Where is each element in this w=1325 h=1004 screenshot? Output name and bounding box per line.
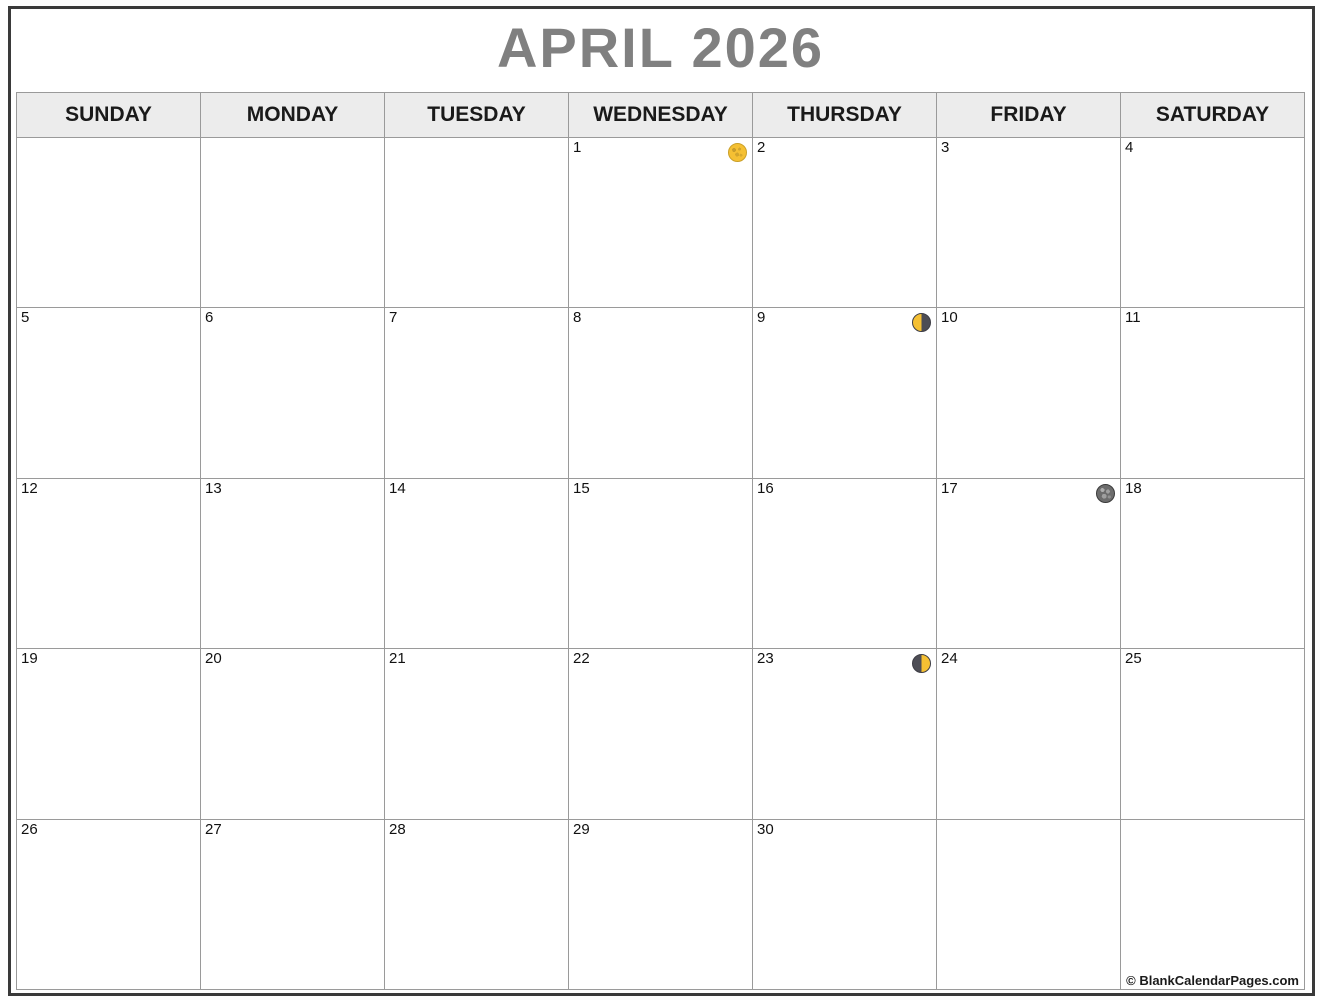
- calendar-day-cell[interactable]: [753, 649, 937, 819]
- calendar-day-cell[interactable]: [385, 308, 569, 478]
- calendar-day-cell[interactable]: [937, 649, 1121, 819]
- calendar-day-cell[interactable]: [569, 308, 753, 478]
- day-number: 20: [205, 650, 222, 668]
- weekday-header-sunday: SUNDAY: [17, 93, 201, 138]
- day-number: 28: [389, 820, 406, 838]
- page-title: APRIL 2026: [496, 16, 825, 79]
- calendar-day-cell[interactable]: [17, 308, 201, 478]
- calendar-day-cell[interactable]: [569, 138, 753, 308]
- calendar-week-row: [17, 138, 1305, 308]
- calendar-day-cell[interactable]: [201, 478, 385, 648]
- calendar-empty-cell: [201, 138, 385, 308]
- calendar-day-cell[interactable]: [17, 819, 201, 989]
- day-number: 14: [389, 479, 406, 497]
- weekday-header-wednesday: WEDNESDAY: [569, 93, 753, 138]
- weekday-header-saturday: SATURDAY: [1121, 93, 1305, 138]
- weekday-header-tuesday: TUESDAY: [385, 93, 569, 138]
- calendar-day-cell[interactable]: [1121, 649, 1305, 819]
- day-number: 23: [757, 650, 774, 668]
- calendar-day-cell[interactable]: [201, 819, 385, 989]
- weekday-header-monday: MONDAY: [201, 93, 385, 138]
- calendar-day-cell[interactable]: [1121, 478, 1305, 648]
- calendar-day-cell[interactable]: [385, 819, 569, 989]
- day-number: 29: [573, 820, 590, 838]
- calendar-day-cell[interactable]: [385, 649, 569, 819]
- calendar-day-cell[interactable]: [385, 478, 569, 648]
- calendar-day-cell[interactable]: [201, 649, 385, 819]
- day-number: 24: [941, 650, 958, 668]
- calendar-day-cell[interactable]: [569, 819, 753, 989]
- full-moon-icon: [1096, 484, 1115, 503]
- day-number: 21: [389, 650, 406, 668]
- calendar-week-row: [17, 308, 1305, 478]
- calendar-day-cell[interactable]: [753, 138, 937, 308]
- day-number: 6: [205, 309, 214, 327]
- calendar-day-cell[interactable]: [753, 308, 937, 478]
- calendar-day-cell[interactable]: [937, 478, 1121, 648]
- calendar-day-cell[interactable]: [753, 819, 937, 989]
- calendar-day-cell[interactable]: [937, 138, 1121, 308]
- calendar-empty-cell: [937, 819, 1121, 989]
- weekday-header-row: [17, 93, 1305, 138]
- day-number: 17: [941, 479, 958, 497]
- day-number: 10: [941, 309, 958, 327]
- calendar-day-cell[interactable]: [201, 308, 385, 478]
- calendar-empty-cell: [1121, 819, 1305, 989]
- calendar-day-cell[interactable]: [937, 308, 1121, 478]
- day-number: 18: [1125, 479, 1142, 497]
- calendar-day-cell[interactable]: [1121, 308, 1305, 478]
- calendar-day-cell[interactable]: [569, 649, 753, 819]
- calendar-body: [17, 138, 1305, 990]
- day-number: 15: [573, 479, 590, 497]
- day-number: 7: [389, 309, 398, 327]
- calendar-day-cell[interactable]: [17, 478, 201, 648]
- calendar-day-cell[interactable]: [753, 478, 937, 648]
- day-number: 12: [21, 479, 38, 497]
- weekday-header-friday: FRIDAY: [937, 93, 1121, 138]
- calendar-header: [16, 10, 1305, 92]
- last-quarter-moon-icon: [912, 313, 931, 332]
- day-number: 19: [21, 650, 38, 668]
- calendar-empty-cell: [17, 138, 201, 308]
- day-number: 1: [573, 139, 582, 156]
- day-number: 9: [757, 309, 766, 327]
- day-number: 11: [1125, 309, 1141, 327]
- day-number: 2: [757, 139, 766, 156]
- calendar-empty-cell: [385, 138, 569, 308]
- day-number: 30: [757, 820, 774, 838]
- calendar-week-row: [17, 819, 1305, 989]
- calendar-week-row: [17, 649, 1305, 819]
- day-number: 27: [205, 820, 222, 838]
- calendar-day-cell[interactable]: [1121, 138, 1305, 308]
- day-number: 8: [573, 309, 582, 327]
- day-number: 22: [573, 650, 590, 668]
- new-moon-icon: [728, 143, 747, 162]
- day-number: 5: [21, 309, 30, 327]
- day-number: 13: [205, 479, 222, 497]
- calendar-week-row: [17, 478, 1305, 648]
- day-number: 3: [941, 139, 950, 156]
- weekday-header-thursday: THURSDAY: [753, 93, 937, 138]
- site-credit: © BlankCalendarPages.com: [1126, 973, 1299, 988]
- day-number: 25: [1125, 650, 1142, 668]
- calendar-day-cell[interactable]: [569, 478, 753, 648]
- day-number: 26: [21, 820, 38, 838]
- day-number: 16: [757, 479, 774, 497]
- calendar-day-cell[interactable]: [17, 649, 201, 819]
- calendar-grid: [16, 92, 1305, 990]
- day-number: 4: [1125, 139, 1134, 156]
- first-quarter-moon-icon: [912, 654, 931, 673]
